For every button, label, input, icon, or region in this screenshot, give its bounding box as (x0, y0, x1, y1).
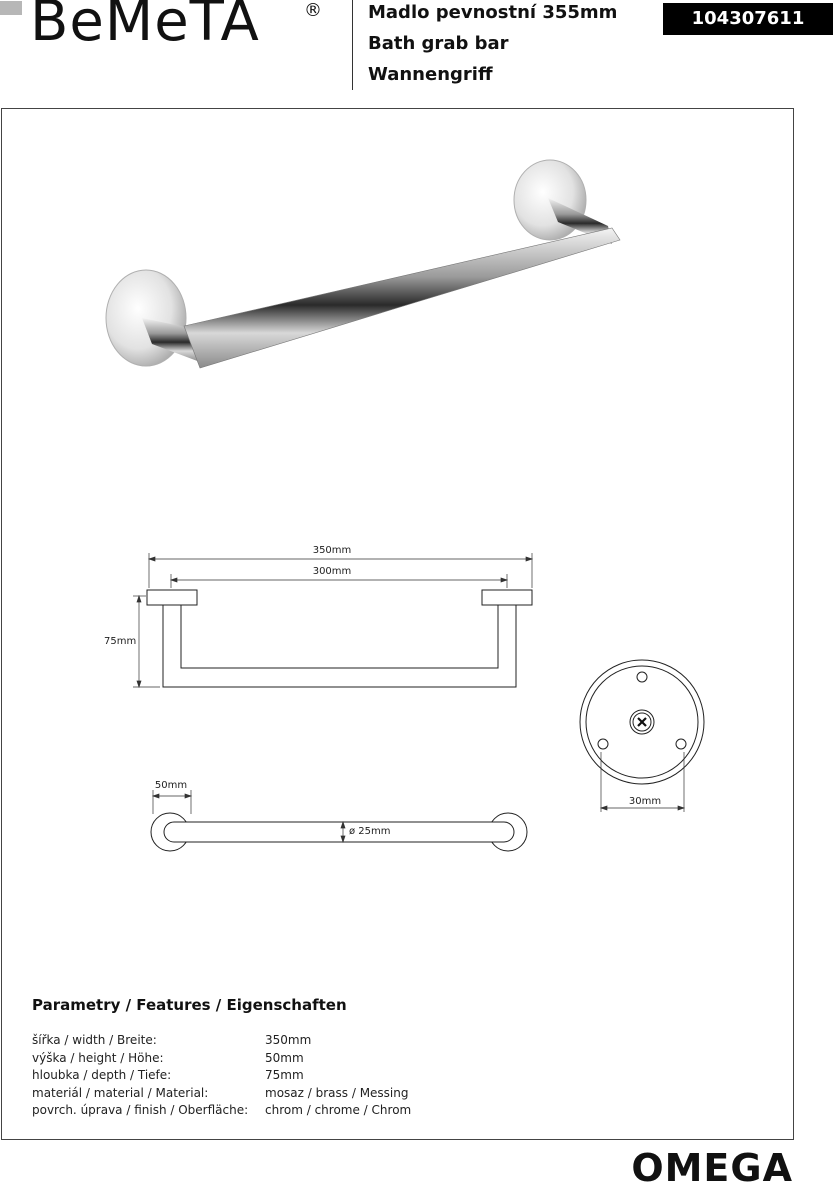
top-view (147, 590, 532, 687)
param-row (32, 1067, 411, 1085)
grab-bar-tube (184, 228, 620, 368)
product-code-badge: 104307611 (663, 3, 833, 35)
dim-overall-width: 350mm (312, 545, 352, 556)
param-value: chrom / chrome / Chrom (265, 1103, 412, 1117)
param-label: výška / height / Höhe: (32, 1050, 164, 1065)
dim-flange: 30mm (628, 796, 662, 807)
param-value: 50mm (265, 1050, 304, 1065)
front-view (151, 813, 527, 851)
product-image (106, 160, 620, 368)
param-label: hloubka / depth / Tiefe: (32, 1068, 172, 1082)
param-label: materiál / material / Material: (32, 1085, 209, 1100)
dim-diameter: ø 25mm (349, 826, 391, 837)
brand-logo: BeMeTA (30, 0, 260, 54)
params-table (32, 1032, 411, 1120)
params-title: Parametry / Features / Eigenschaften (32, 996, 347, 1014)
param-row (32, 1050, 411, 1068)
param-row (32, 1085, 411, 1103)
screw-cross-icon (638, 718, 646, 726)
product-title-en: Bath grab bar (368, 33, 509, 54)
param-value: 350mm (265, 1033, 312, 1047)
product-title-cs: Madlo pevnostní 355mm (368, 2, 618, 23)
dim-inner-width: 300mm (312, 566, 352, 577)
param-label: povrch. úprava / finish / Oberfläche: (32, 1103, 249, 1117)
param-label: šířka / width / Breite: (32, 1033, 157, 1047)
dim-depth: 75mm (104, 636, 137, 647)
registered-mark: ® (304, 0, 322, 21)
product-title-de: Wannengriff (368, 64, 493, 85)
dim-end-width: 50mm (154, 780, 188, 791)
series-name: OMEGA (631, 1146, 793, 1190)
param-value: 75mm (265, 1068, 304, 1082)
param-row (32, 1102, 411, 1120)
param-row (32, 1032, 411, 1050)
param-value: mosaz / brass / Messing (265, 1085, 409, 1100)
